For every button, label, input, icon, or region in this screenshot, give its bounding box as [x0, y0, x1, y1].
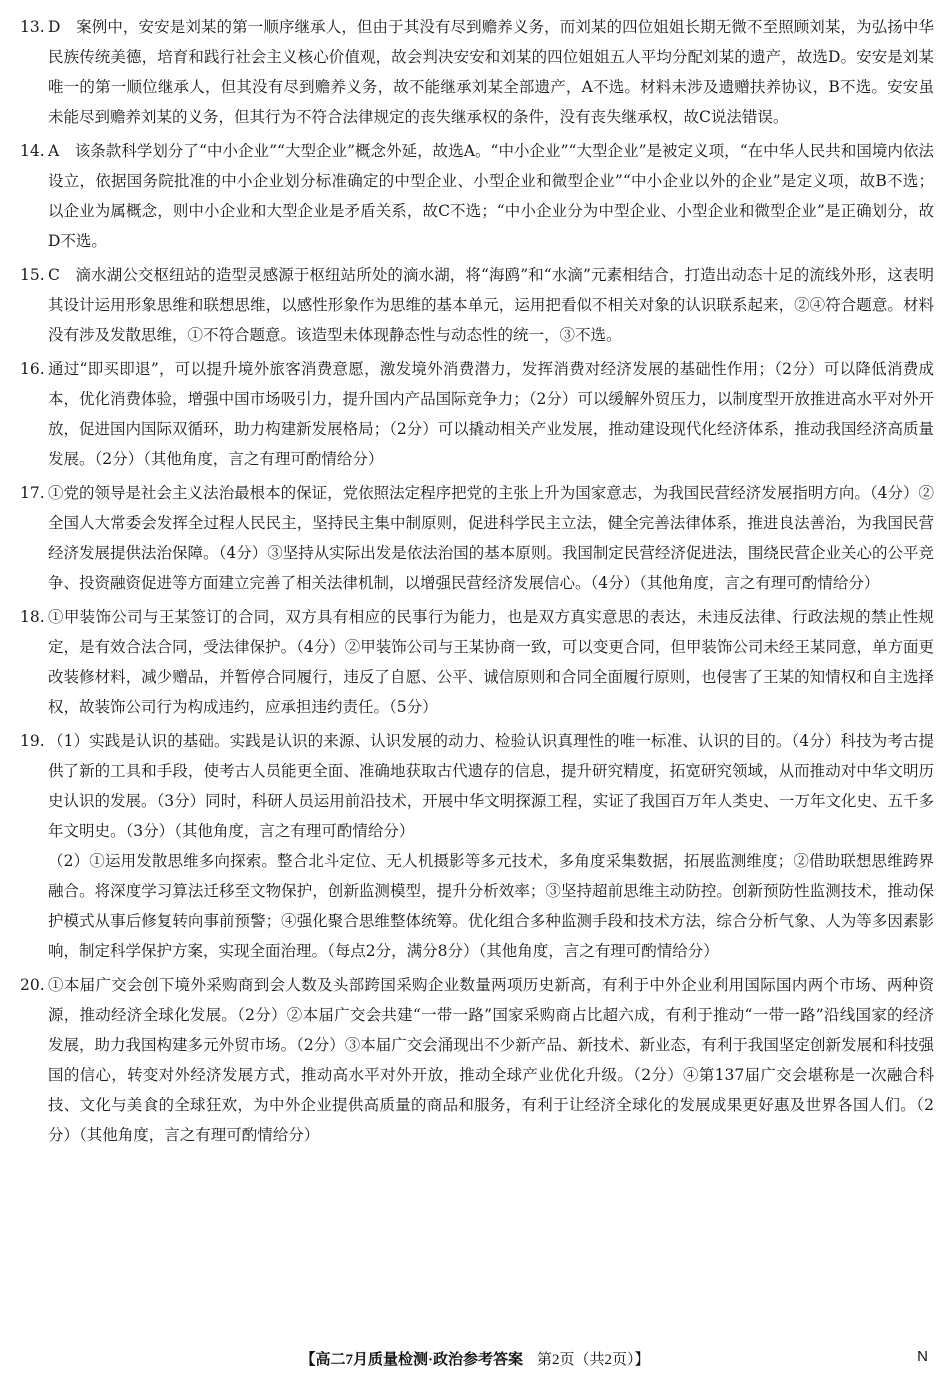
answer-body: [48, 970, 934, 1150]
answer-number: 18.: [20, 608, 45, 626]
answer-paragraph: ①党的领导是社会主义法治最根本的保证，党依照法定程序把党的主张上升为国家意志，为我国民营经济发展指明方向。（4分）②全国人大常委会发挥全过程人民民主，坚持民主集中制原则，促进科学民主立法，健全完善法律体系，推进良法善治，为我国民营经济发展提供法治保障。（4分）③坚持从实际出发是依法治国的基本原则。我国制定民营经济促进法，围绕民营企业关心的公平竞争、投资融资促进等方面建立完善了相关法律机制，以增强民营经济发展信心。（4分）（其他角度，言之有理可酌情给分）: [48, 484, 934, 592]
answer-number: 19.: [20, 732, 45, 750]
answer-paragraph: A 该条款科学划分了“中小企业”“大型企业”概念外延，故选A。“中小企业”“大型企业”是被定义项，“在中华人民共和国境内依法设立，依据国务院批准的中小企业划分标准确定的中型企业、小型企业和微型企业”“中小企业以外的企业”是定义项，故B不选；以企业为属概念，则中小企业和大型企业是矛盾关系，故C不选；“中小企业分为中型企业、小型企业和微型企业”是正确划分，故D不选。: [48, 142, 934, 250]
corner-mark: N: [917, 1348, 928, 1365]
answer-paragraph: 通过“即买即退”，可以提升境外旅客消费意愿，激发境外消费潜力，发挥消费对经济发展的基础性作用；（2分）可以降低消费成本，优化消费体验，增强中国市场吸引力，提升国内产品国际竞争力；（2分）可以缓解外贸压力，以制度型开放推进高水平对外开放，促进国内国际双循环，助力构建新发展格局；（2分）可以撬动相关产业发展，推动建设现代化经济体系，推动我国经济高质量发展。（2分）（其他角度，言之有理可酌情给分）: [48, 360, 934, 468]
answer-number: 15.: [20, 266, 45, 284]
answer-item: [20, 602, 934, 722]
answer-number: 20.: [20, 976, 45, 994]
answer-paragraph: D 案例中，安安是刘某的第一顺序继承人，但由于其没有尽到赡养义务，而刘某的四位姐姐长期无微不至照顾刘某，为弘扬中华民族传统美德，培育和践行社会主义核心价值观，故会判决安安和刘某的四位姐姐五人平均分配刘某的遗产，故选D。安安是刘某唯一的第一顺位继承人，但其没有尽到赡养义务，故不能继承刘某全部遗产，A不选。材料未涉及遗赠扶养协议，B不选。安安虽未能尽到赡养刘某的义务，但其行为不符合法律规定的丧失继承权的条件，没有丧失继承权，故C说法错误。: [48, 18, 934, 126]
answer-number: 17.: [20, 484, 45, 502]
answer-item: [20, 12, 934, 132]
answer-body: [48, 12, 934, 132]
answer-body: [48, 478, 934, 598]
answer-number: 13.: [20, 18, 45, 36]
answer-item: [20, 136, 934, 256]
answer-number: 16.: [20, 360, 45, 378]
answer-paragraph: ①甲装饰公司与王某签订的合同，双方具有相应的民事行为能力，也是双方真实意思的表达，未违反法律、行政法规的禁止性规定，是有效合法合同，受法律保护。（4分）②甲装饰公司与王某协商一致，可以变更合同，但甲装饰公司未经王某同意，单方面更改装修材料，减少赠品，并暂停合同履行，违反了自愿、公平、诚信原则和合同全面履行原则，也侵害了王某的知情权和自主选择权，故装饰公司行为构成违约，应承担违约责任。（5分）: [48, 608, 934, 716]
answer-number: 14.: [20, 142, 45, 160]
answer-paragraph: （2）①运用发散思维多向探索。整合北斗定位、无人机摄影等多元技术，多角度采集数据，拓展监测维度；②借助联想思维跨界融合。将深度学习算法迁移至文物保护，创新监测模型，提升分析效率；③坚持超前思维主动防控。创新预防性监测技术，推动保护模式从事后修复转向事前预警；④强化聚合思维整体统筹。优化组合多种监测手段和技术方法，综合分析气象、人为等多因素影响，制定科学保护方案，实现全面治理。（每点2分，满分8分）（其他角度，言之有理可酌情给分）: [48, 852, 934, 960]
page-footer: [0, 1348, 950, 1369]
answer-paragraph: （1）实践是认识的基础。实践是认识的来源、认识发展的动力、检验认识真理性的唯一标准、认识的目的。（4分）科技为考古提供了新的工具和手段，使考古人员能更全面、准确地获取古代遗存的信息，提升研究精度，拓宽研究领域，从而推动对中华文明历史认识的发展。（3分）同时，科研人员运用前沿技术，开展中华文明探源工程，实证了我国百万年人类史、一万年文化史、五千多年文明史。（3分）（其他角度，言之有理可酌情给分）: [48, 732, 934, 840]
answer-item: [20, 478, 934, 598]
footer-page-info: 第2页（共2页）】: [537, 1352, 650, 1368]
answer-item: [20, 354, 934, 474]
answer-body: [48, 136, 934, 256]
answer-body: [48, 354, 934, 474]
answer-list: [20, 12, 934, 1150]
answer-item: [20, 260, 934, 350]
answer-paragraph: ①本届广交会创下境外采购商到会人数及头部跨国采购企业数量两项历史新高，有利于中外企业利用国际国内两个市场、两种资源，推动经济全球化发展。（2分）②本届广交会共建“一带一路”国家采购商占比超六成，有利于推动“一带一路”沿线国家的经济发展，助力我国构建多元外贸市场。（2分）③本届广交会涌现出不少新产品、新技术、新业态，有利于我国坚定创新发展和科技强国的信心，转变对外经济发展方式，推动高水平对外开放，推动全球产业优化升级。（2分）④第137届广交会堪称是一次融合科技、文化与美食的全球狂欢，为中外企业提供高质量的商品和服务，有利于让经济全球化的发展成果更好惠及世界各国人们。（2分）（其他角度，言之有理可酌情给分）: [48, 976, 934, 1144]
footer-title: 【高二7月质量检测·政治参考答案: [300, 1352, 523, 1368]
answer-body: [48, 726, 934, 966]
answer-body: [48, 260, 934, 350]
answer-item: [20, 726, 934, 966]
answer-body: [48, 602, 934, 722]
answer-item: [20, 970, 934, 1150]
answer-paragraph: C 滴水湖公交枢纽站的造型灵感源于枢纽站所处的滴水湖，将“海鸥”和“水滴”元素相结合，打造出动态十足的流线外形，这表明其设计运用形象思维和联想思维，以感性形象作为思维的基本单元，运用把看似不相关对象的认识联系起来，②④符合题意。材料没有涉及发散思维，①不符合题意。该造型未体现静态性与动态性的统一，③不选。: [48, 266, 934, 344]
